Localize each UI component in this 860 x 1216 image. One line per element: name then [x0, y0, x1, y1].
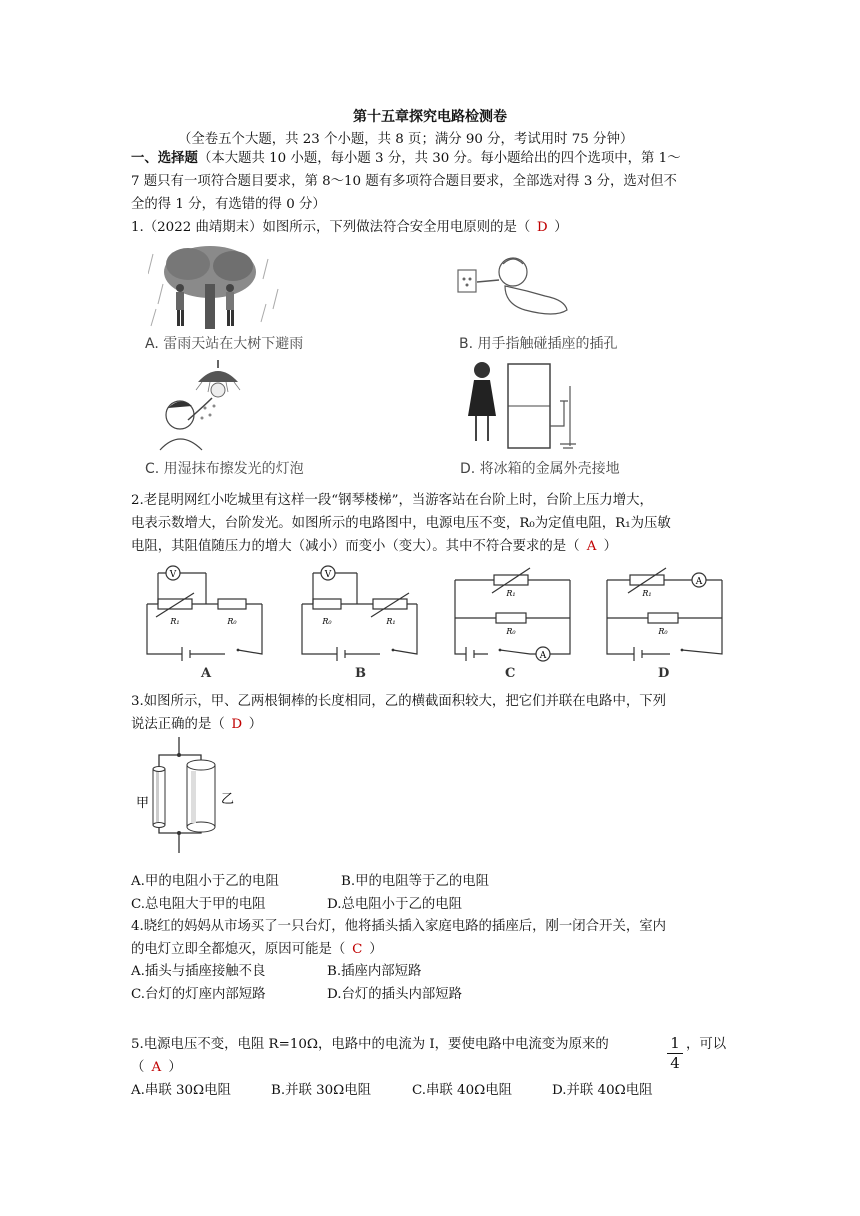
label-jia: 甲	[136, 796, 150, 811]
wet-cloth-lamp-illustration	[150, 360, 260, 452]
question-5-option-b: B.并联 30Ω电阻	[271, 1083, 372, 1098]
question-2-line: 电阻，其阻值随压力的增大（减小）而变小（变大）。其中不符合要求的是（ A ）	[131, 535, 617, 558]
r1-label: R₁	[506, 589, 516, 598]
circuit-c-diagram	[448, 562, 578, 662]
r0-label: R₀	[658, 627, 668, 636]
question-4-option-a: A.插头与插座接触不良	[131, 964, 266, 979]
section-intro-line: 7 题只有一项符合题目要求，第 8～10 题有多项符合题目要求，全部选对得 3 分，选对但不	[131, 174, 677, 189]
r1-label: R₁	[642, 589, 652, 598]
tree-rain-illustration	[148, 244, 288, 330]
circuit-d-label: D	[658, 666, 670, 681]
circuit-b-diagram	[295, 562, 425, 662]
question-4-option-b: B.插座内部短路	[327, 964, 422, 979]
question-4-option-c: C.台灯的灯座内部短路	[131, 987, 266, 1002]
answer-mark: D	[536, 220, 548, 235]
circuit-b-label: B	[355, 666, 366, 681]
voltmeter-label: V	[324, 570, 332, 580]
option-d-caption: D. 将冰箱的金属外壳接地	[460, 461, 620, 477]
question-5-option-d: D.并联 40Ω电阻	[552, 1083, 653, 1098]
copper-rods-diagram	[128, 735, 248, 865]
answer-mark: D	[231, 717, 243, 732]
question-5-line-end: ，可以	[686, 1037, 727, 1052]
answer-mark: A	[151, 1060, 162, 1075]
circuit-a-label: A	[201, 666, 212, 681]
question-3-option-c: C.总电阻大于甲的电阻	[131, 897, 266, 912]
fraction-numerator: 1	[670, 1034, 680, 1052]
ammeter-label: A	[539, 651, 547, 661]
page-title: 第十五章探究电路检测卷	[353, 109, 507, 125]
option-a-caption: A. 雷雨天站在大树下避雨	[145, 336, 304, 352]
question-3-option-a: A.甲的电阻小于乙的电阻	[131, 874, 279, 889]
question-2-line: 电表示数增大，台阶发光。如图所示的电路图中，电源电压不变，R₀为定值电阻，R₁为压敏	[131, 516, 671, 531]
r0-label: R₀	[322, 617, 332, 626]
section-heading: 一、选择题	[131, 150, 198, 166]
fraction-denominator: 4	[670, 1054, 680, 1072]
fridge-grounding-illustration	[460, 356, 580, 454]
page-subtitle: （全卷五个大题，共 23 个小题，共 8 页；满分 90 分，考试用时 75 分钟）	[178, 132, 634, 147]
question-5-option-a: A.串联 30Ω电阻	[131, 1083, 231, 1098]
voltmeter-label: V	[169, 570, 177, 580]
section-intro-line: 一、选择题（本大题共 10 小题，每小题 3 分，共 30 分。每小题给出的四个选项中，第 1～	[131, 150, 681, 166]
circuit-a-diagram	[140, 562, 270, 662]
question-3-line: 说法正确的是（ D ）	[131, 713, 262, 736]
question-2-line: 2.老昆明网红小吃城里有这样一段“钢琴楼梯”，当游客站在台阶上时，台阶上压力增大，	[131, 493, 653, 508]
circuit-c-label: C	[505, 666, 516, 681]
answer-mark: C	[352, 942, 363, 957]
question-1-stem: 1.（2022 曲靖期末）如图所示，下列做法符合安全用电原则的是（ D ）	[131, 216, 568, 239]
ammeter-label: A	[695, 577, 703, 587]
answer-mark: A	[586, 539, 597, 554]
question-3-option-d: D.总电阻小于乙的电阻	[327, 897, 463, 912]
question-4-line: 4.晓红的妈妈从市场买了一只台灯，他将插头插入家庭电路的插座后，刚一闭合开关，室内	[131, 919, 667, 934]
circuit-d-diagram	[600, 562, 730, 662]
r1-label: R₁	[386, 617, 396, 626]
option-c-caption: C. 用湿抹布擦发光的灯泡	[145, 461, 304, 477]
question-5-line: 5.电源电压不变，电阻 R=10Ω，电路中的电流为 I，要使电路中电流变为原来的	[131, 1037, 609, 1052]
question-4-line: 的电灯立即全都熄灭，原因可能是（ C ）	[131, 938, 383, 961]
label-yi: 乙	[221, 792, 235, 807]
r1-label: R₁	[170, 617, 180, 626]
child-socket-illustration	[455, 250, 575, 325]
r0-label: R₀	[227, 617, 237, 626]
option-b-caption: B. 用手指触碰插座的插孔	[459, 336, 618, 352]
fraction-one-quarter	[667, 1035, 683, 1072]
question-5-option-c: C.串联 40Ω电阻	[412, 1083, 512, 1098]
question-3-option-b: B.甲的电阻等于乙的电阻	[341, 874, 490, 889]
section-intro-line: 全的得 1 分，有选错的得 0 分）	[131, 197, 326, 212]
question-3-line: 3.如图所示，甲、乙两根铜棒的长度相同，乙的横截面积较大，把它们并联在电路中，下列	[131, 694, 667, 709]
question-4-option-d: D.台灯的插头内部短路	[327, 987, 463, 1002]
r0-label: R₀	[506, 627, 516, 636]
question-5-answer-line: （ A ）	[131, 1056, 182, 1079]
